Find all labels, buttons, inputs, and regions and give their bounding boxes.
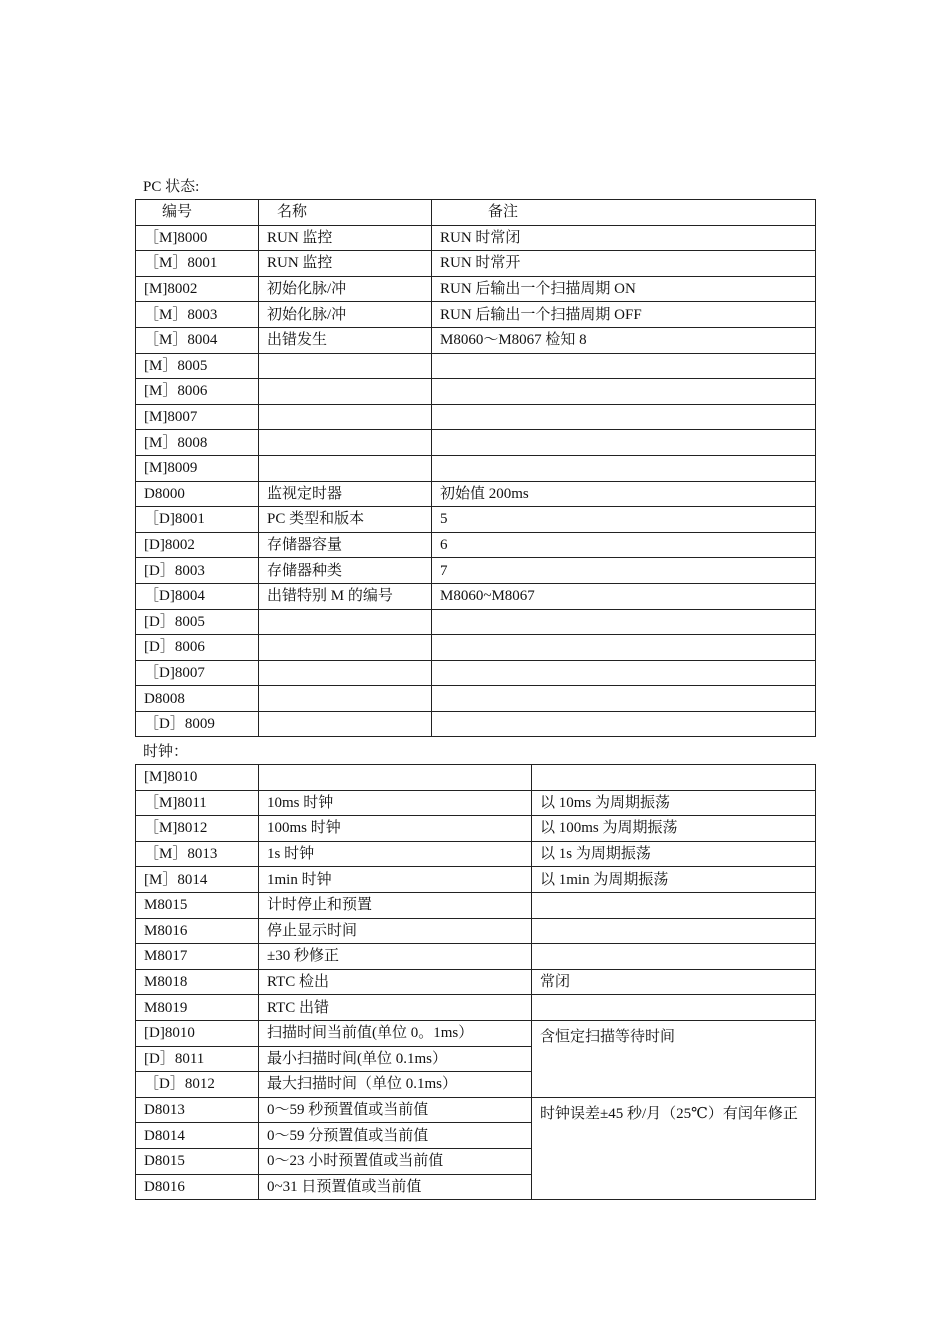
table-row xyxy=(136,995,816,1021)
cell-remark xyxy=(532,995,816,1021)
table-row xyxy=(136,558,816,584)
cell-name: 出错发生 xyxy=(259,327,432,353)
table-row xyxy=(136,507,816,533)
cell-name xyxy=(259,609,432,635)
cell-name: 100ms 时钟 xyxy=(259,816,532,842)
scan-note: 含恒定扫描等待时间 xyxy=(532,1020,816,1097)
cell-number: ［D]8004 xyxy=(136,583,259,609)
cell-remark xyxy=(432,711,816,737)
table-row xyxy=(136,455,816,481)
cell-name xyxy=(259,379,432,405)
table-row xyxy=(136,327,816,353)
table-row xyxy=(136,430,816,456)
cell-name: 0～59 分预置值或当前值 xyxy=(259,1123,532,1149)
cell-number: ［M]8000 xyxy=(136,225,259,251)
cell-remark xyxy=(432,430,816,456)
cell-remark: 以 1min 为周期振荡 xyxy=(532,867,816,893)
table-row xyxy=(136,583,816,609)
cell-number: [D］8005 xyxy=(136,609,259,635)
clock-note: 时钟误差±45 秒/月（25℃）有闰年修正 xyxy=(532,1097,816,1199)
table-row xyxy=(136,790,816,816)
header-name: 名称 xyxy=(259,200,432,226)
cell-remark: RUN 时常闭 xyxy=(432,225,816,251)
table-row xyxy=(136,867,816,893)
table-row xyxy=(136,251,816,277)
cell-name: 0～23 小时预置值或当前值 xyxy=(259,1148,532,1174)
table-row xyxy=(136,944,816,970)
cell-number: M8016 xyxy=(136,918,259,944)
cell-name xyxy=(259,404,432,430)
cell-name: ±30 秒修正 xyxy=(259,944,532,970)
table-row xyxy=(136,765,816,791)
cell-remark xyxy=(532,918,816,944)
cell-number: [M]8010 xyxy=(136,765,259,791)
cell-name: RTC 检出 xyxy=(259,969,532,995)
cell-number: [M]8009 xyxy=(136,455,259,481)
cell-name xyxy=(259,711,432,737)
table-row xyxy=(136,276,816,302)
cell-number: [M］8008 xyxy=(136,430,259,456)
cell-name: 最大扫描时间（单位 0.1ms） xyxy=(259,1072,532,1098)
cell-number: [D］8006 xyxy=(136,635,259,661)
table-row xyxy=(136,302,816,328)
cell-name xyxy=(259,353,432,379)
table-row xyxy=(136,353,816,379)
cell-number: D8000 xyxy=(136,481,259,507)
cell-name: RUN 监控 xyxy=(259,251,432,277)
table-row xyxy=(136,892,816,918)
cell-remark xyxy=(432,455,816,481)
cell-remark xyxy=(532,765,816,791)
cell-remark: 以 10ms 为周期振荡 xyxy=(532,790,816,816)
cell-remark xyxy=(432,404,816,430)
cell-remark xyxy=(532,944,816,970)
cell-name xyxy=(259,660,432,686)
cell-number: ［D］8012 xyxy=(136,1072,259,1098)
cell-name: 初始化脉/冲 xyxy=(259,276,432,302)
cell-number: [D]8002 xyxy=(136,532,259,558)
cell-name: 存储器容量 xyxy=(259,532,432,558)
cell-remark xyxy=(532,892,816,918)
cell-number: ［M］8001 xyxy=(136,251,259,277)
cell-number: M8018 xyxy=(136,969,259,995)
cell-name xyxy=(259,765,532,791)
cell-number: ［D］8009 xyxy=(136,711,259,737)
cell-remark: M8060～M8067 检知 8 xyxy=(432,327,816,353)
table-row xyxy=(136,841,816,867)
cell-remark: M8060~M8067 xyxy=(432,583,816,609)
table-row xyxy=(136,532,816,558)
table-row xyxy=(136,969,816,995)
cell-remark xyxy=(432,609,816,635)
cell-number: D8008 xyxy=(136,686,259,712)
cell-remark: 6 xyxy=(432,532,816,558)
cell-name: 扫描时间当前值(单位 0。1ms） xyxy=(259,1020,532,1046)
table-row xyxy=(136,225,816,251)
cell-name: 存储器种类 xyxy=(259,558,432,584)
cell-number: [M]8002 xyxy=(136,276,259,302)
cell-name: 出错特别 M 的编号 xyxy=(259,583,432,609)
cell-name: 1s 时钟 xyxy=(259,841,532,867)
cell-remark xyxy=(432,635,816,661)
cell-name: 计时停止和预置 xyxy=(259,892,532,918)
table-row xyxy=(136,918,816,944)
cell-name: 初始化脉/冲 xyxy=(259,302,432,328)
section-caption-pc-status: PC 状态: xyxy=(143,179,200,195)
cell-number: [M］8014 xyxy=(136,867,259,893)
cell-number: [M]8007 xyxy=(136,404,259,430)
cell-number: ［D]8007 xyxy=(136,660,259,686)
table-row xyxy=(136,660,816,686)
table-row xyxy=(136,481,816,507)
cell-number: ［M］8004 xyxy=(136,327,259,353)
cell-name: 0~31 日预置值或当前值 xyxy=(259,1174,532,1200)
cell-number: ［M]8012 xyxy=(136,816,259,842)
cell-number: ［M］8003 xyxy=(136,302,259,328)
cell-number: D8014 xyxy=(136,1123,259,1149)
cell-number: ［D]8001 xyxy=(136,507,259,533)
pc-status-table-body xyxy=(136,200,816,737)
cell-remark: RUN 后输出一个扫描周期 OFF xyxy=(432,302,816,328)
cell-name: 监视定时器 xyxy=(259,481,432,507)
cell-name xyxy=(259,430,432,456)
cell-number: D8016 xyxy=(136,1174,259,1200)
cell-remark: 初始值 200ms xyxy=(432,481,816,507)
table-row xyxy=(136,404,816,430)
table-row xyxy=(136,379,816,405)
table-row xyxy=(136,609,816,635)
cell-name: RTC 出错 xyxy=(259,995,532,1021)
cell-number: M8015 xyxy=(136,892,259,918)
cell-name: PC 类型和版本 xyxy=(259,507,432,533)
cell-number: M8017 xyxy=(136,944,259,970)
cell-remark: RUN 时常开 xyxy=(432,251,816,277)
cell-name: RUN 监控 xyxy=(259,225,432,251)
cell-number: [M］8005 xyxy=(136,353,259,379)
clock-table-body xyxy=(136,765,816,1200)
cell-remark: 以 1s 为周期振荡 xyxy=(532,841,816,867)
cell-name: 1min 时钟 xyxy=(259,867,532,893)
table-row xyxy=(136,686,816,712)
table-row xyxy=(136,1097,816,1123)
cell-name xyxy=(259,635,432,661)
cell-number: [D］8011 xyxy=(136,1046,259,1072)
cell-remark: 7 xyxy=(432,558,816,584)
cell-number: ［M]8011 xyxy=(136,790,259,816)
header-number: 编号 xyxy=(136,200,259,226)
section-caption-clock: 时钟： xyxy=(143,744,189,760)
cell-remark: 常闭 xyxy=(532,969,816,995)
cell-remark xyxy=(432,379,816,405)
cell-remark xyxy=(432,686,816,712)
cell-name: 10ms 时钟 xyxy=(259,790,532,816)
cell-remark: RUN 后输出一个扫描周期 ON xyxy=(432,276,816,302)
clock-table xyxy=(135,764,816,1200)
cell-name xyxy=(259,455,432,481)
header-remark: 备注 xyxy=(432,200,816,226)
table-header-row xyxy=(136,200,816,226)
cell-remark xyxy=(432,660,816,686)
pc-status-table xyxy=(135,199,816,737)
cell-number: ［M］8013 xyxy=(136,841,259,867)
cell-number: M8019 xyxy=(136,995,259,1021)
cell-remark: 以 100ms 为周期振荡 xyxy=(532,816,816,842)
table-row xyxy=(136,1020,816,1046)
cell-number: D8015 xyxy=(136,1148,259,1174)
cell-remark: 5 xyxy=(432,507,816,533)
cell-number: [M］8006 xyxy=(136,379,259,405)
cell-number: [D]8010 xyxy=(136,1020,259,1046)
table-row xyxy=(136,711,816,737)
cell-name xyxy=(259,686,432,712)
cell-name: 停止显示时间 xyxy=(259,918,532,944)
cell-number: D8013 xyxy=(136,1097,259,1123)
table-row xyxy=(136,816,816,842)
cell-name: 最小扫描时间(单位 0.1ms） xyxy=(259,1046,532,1072)
cell-remark xyxy=(432,353,816,379)
cell-number: [D］8003 xyxy=(136,558,259,584)
table-row xyxy=(136,635,816,661)
cell-name: 0～59 秒预置值或当前值 xyxy=(259,1097,532,1123)
